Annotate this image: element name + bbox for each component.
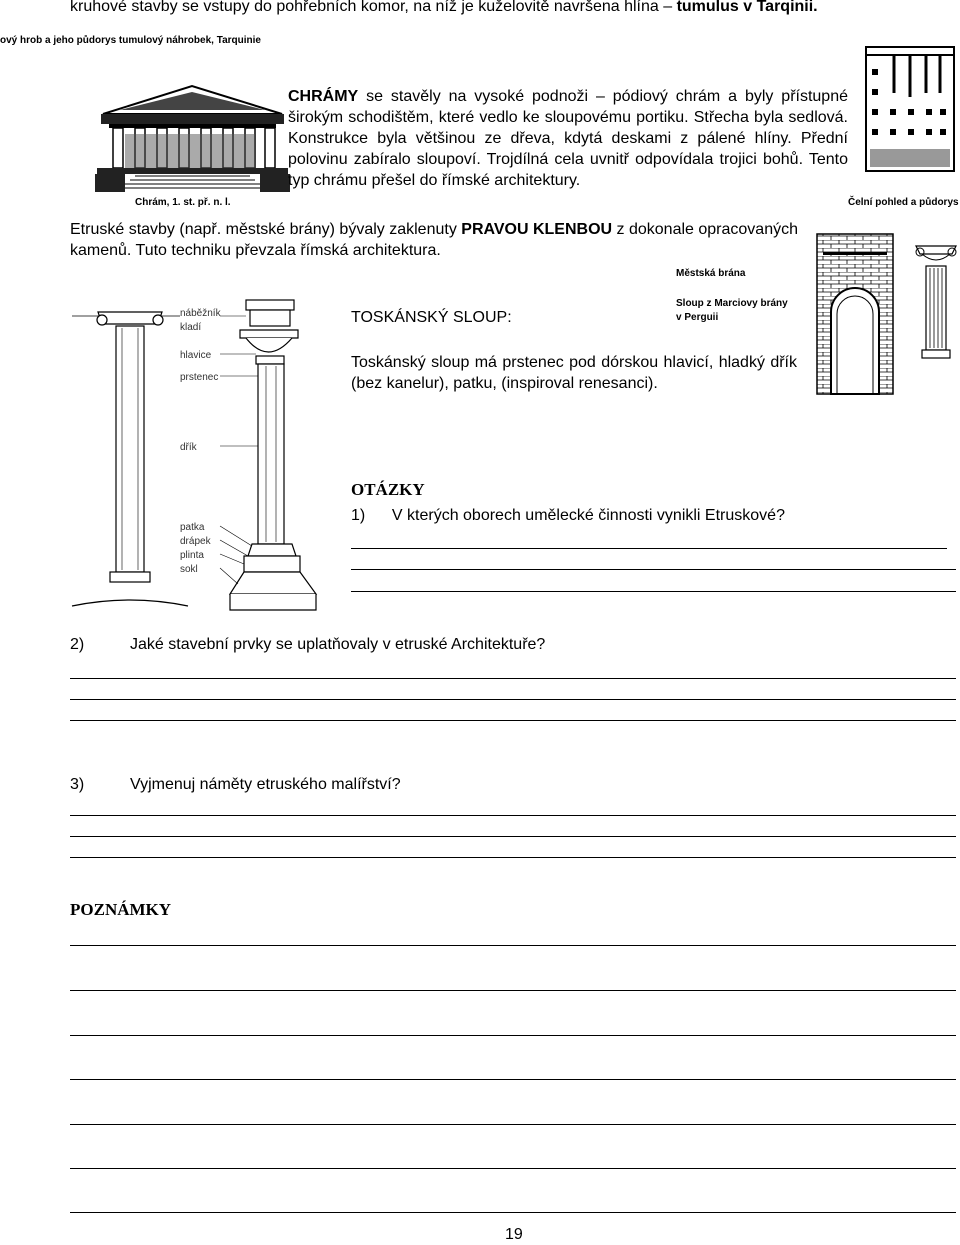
- questions-heading: OTÁZKY: [351, 480, 425, 499]
- city-gate-illustration: [815, 232, 895, 397]
- notes-line-4[interactable]: [70, 1079, 956, 1080]
- question-2-text: Jaké stavební prvky se uplatňovaly v etruské Architektuře?: [130, 636, 546, 653]
- label-plinta: plinta: [180, 550, 204, 561]
- column-caption-1: Sloup z Marciovy brány: [676, 298, 788, 309]
- tuscan-heading: TOSKÁNSKÝ SLOUP:: [351, 309, 512, 326]
- notes-heading: POZNÁMKY: [70, 900, 172, 919]
- label-patka: patka: [180, 522, 205, 533]
- answer-line-2a[interactable]: [70, 678, 956, 679]
- notes-line-6[interactable]: [70, 1168, 956, 1169]
- answer-line-1a[interactable]: [351, 548, 947, 549]
- tuscan-text: Toskánský sloup má prstenec pod dórskou hlavicí, hladký dřík (bez kanelur), patku, (inspiroval renesanci).: [351, 354, 797, 392]
- tumulus-caption: ový hrob a jeho půdorys tumulový náhrobek, Tarquinie: [0, 35, 261, 46]
- plan-caption: Čelní pohled a půdorys: [848, 197, 959, 208]
- answer-line-2b[interactable]: [70, 699, 956, 700]
- tuscan-column-diagram: [70, 294, 330, 614]
- temple-text: CHRÁMY se stavěly na vysoké podnoži – pódiový chrám a byly přístupné širokým schodištěm, které vedlo ke sloupovému portiku. Střecha byla sedlová. Konstrukce byla většinou ze dřeva, kdytá deskami z pálené hlíny. Přední polovinu zabíralo sloupoví. Trojdílná cela uvnitř odpovídala trojici bohů. Tento typ chrámu přešel do římské architektury.: [288, 88, 848, 189]
- temple-caption: Chrám, 1. st. př. n. l.: [135, 197, 231, 208]
- label-drik: dřík: [180, 442, 197, 453]
- notes-line-7[interactable]: [70, 1212, 956, 1213]
- label-nabeznik: náběžník: [180, 308, 221, 319]
- question-1: 1) V kterých oborech umělecké činnosti vynikli Etruskové?: [351, 507, 785, 524]
- notes-line-1[interactable]: [70, 945, 956, 946]
- question-3-text: Vyjmenuj náměty etruského malířství?: [130, 776, 401, 793]
- label-sokl: sokl: [180, 564, 198, 575]
- label-drapek: drápek: [180, 536, 211, 547]
- notes-line-5[interactable]: [70, 1124, 956, 1125]
- column-caption-2: v Perguii: [676, 312, 719, 323]
- temple-plan-illustration: [864, 45, 956, 173]
- intro-text: kruhové stavby se vstupy do pohřebních komor, na níž je kuželovitě navršena hlína – tumulus v Tarqinii.: [70, 0, 818, 15]
- gates-text: Etruské stavby (např. městské brány) bývaly zaklenuty PRAVOU KLENBOU z dokonale opracovaných kamenů. Tuto techniku převzala římská architektura.: [70, 221, 798, 259]
- question-2: [70, 634, 546, 655]
- column-part-labels: [180, 308, 222, 575]
- question-2-number: 2): [70, 636, 85, 653]
- marcia-column-illustration: [912, 240, 960, 360]
- label-prstenec: prstenec: [180, 372, 219, 383]
- answer-line-3a[interactable]: [70, 815, 956, 816]
- notes-line-2[interactable]: [70, 990, 956, 991]
- question-3: [70, 774, 401, 795]
- answer-line-1b[interactable]: [351, 569, 956, 570]
- gate-caption: Městská brána: [676, 268, 746, 279]
- answer-line-1c[interactable]: [351, 591, 956, 592]
- question-3-number: 3): [70, 776, 85, 793]
- answer-line-3c[interactable]: [70, 857, 956, 858]
- label-kladi: kladí: [180, 322, 202, 333]
- answer-line-3b[interactable]: [70, 836, 956, 837]
- notes-line-3[interactable]: [70, 1035, 956, 1036]
- page-number: 19: [505, 1226, 523, 1243]
- label-hlavice: hlavice: [180, 350, 212, 361]
- answer-line-2c[interactable]: [70, 720, 956, 721]
- temple-illustration: [95, 82, 290, 194]
